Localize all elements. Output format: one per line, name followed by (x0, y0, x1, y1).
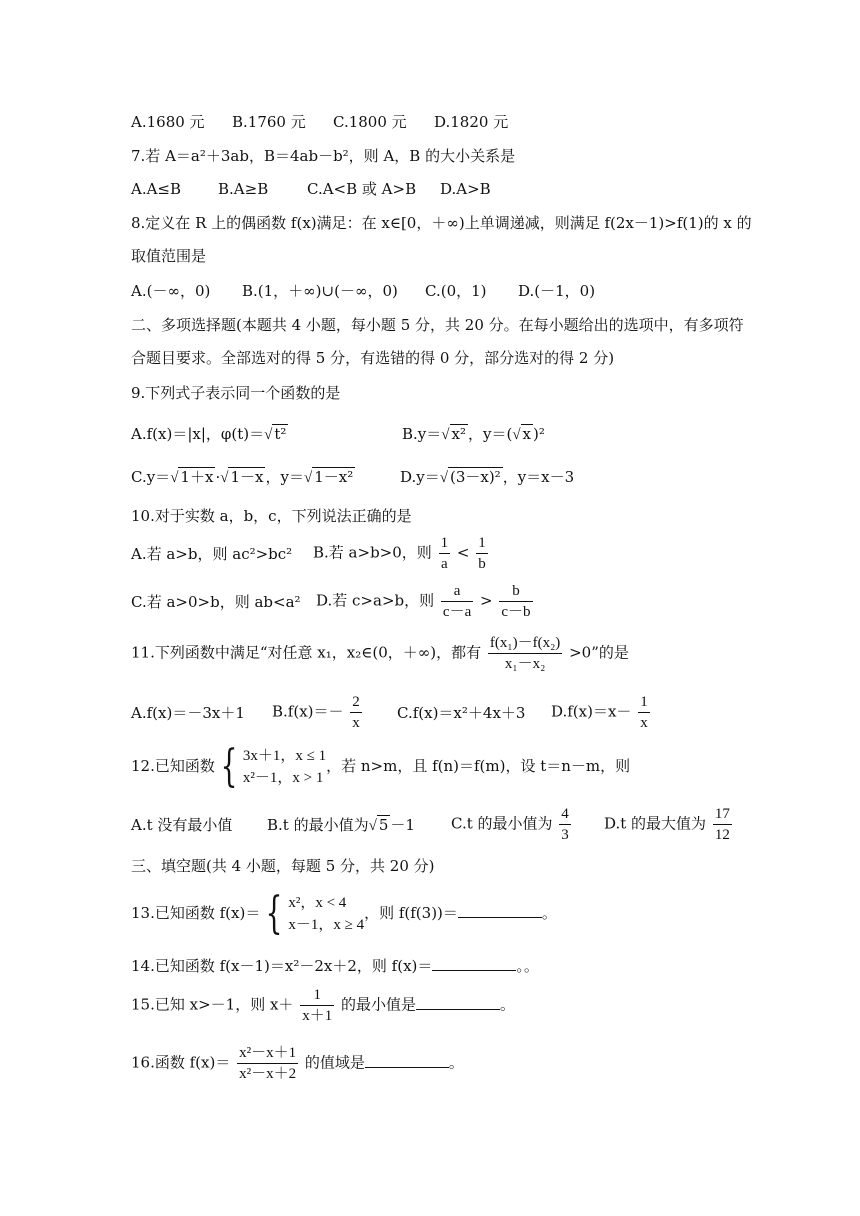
case-1: x²，x < 4 (288, 895, 347, 911)
q7-option-b: B.A≥B (218, 180, 269, 198)
q16-stem-post: 的值域是 (304, 1053, 365, 1072)
q6-option-c: C.1800 元 (333, 113, 407, 131)
fraction (499, 581, 532, 622)
q13-stem (131, 888, 557, 939)
q16-end: 。 (448, 1053, 464, 1072)
q8-stem-line2: 取值范围是 (131, 247, 207, 265)
numerator: 4 (559, 804, 571, 825)
q10-d-text: D.若 c>a>b，则 (316, 591, 435, 610)
q9-d-radicand: (3－x)² (449, 468, 501, 486)
q12-d-text: D.t 的最大值为 (604, 814, 707, 833)
q9-stem: 9.下列式子表示同一个函数的是 (131, 384, 341, 402)
q9-b-radicand2: x (522, 425, 532, 443)
q11-option-c: C.f(x)＝x²＋4x＋3 (397, 704, 526, 722)
q7-option-a: A.A≤B (131, 180, 182, 198)
q10-stem: 10.对于实数 a，b，c，下列说法正确的是 (131, 507, 412, 525)
fraction (559, 804, 571, 845)
q9-c-dot: · (215, 468, 221, 486)
q13-stem-post: ，则 f(f(3))＝ (364, 904, 458, 922)
q12-stem-pre: 12.已知函数 (131, 757, 215, 775)
q10-option-c: C.若 a>0>b，则 ab<a² (131, 593, 301, 611)
q13-stem-pre: 13.已知函数 f(x)＝ (131, 904, 261, 922)
piecewise-function (215, 741, 327, 792)
numerator: 1 (439, 533, 451, 554)
sqrt-symbol: √ (441, 427, 450, 443)
q9-d-end: ，y＝x－3 (502, 468, 575, 486)
q16-stem-pre: 16.函数 f(x)＝ (131, 1053, 231, 1072)
q15-stem (131, 985, 515, 1026)
q12-b-radicand: 5 (378, 816, 389, 834)
q12-option-c (451, 804, 573, 845)
q10-option-d (316, 581, 535, 622)
answer-blank[interactable] (365, 1053, 449, 1068)
piecewise-function (260, 888, 365, 939)
q14-stem-text: 14.已知函数 f(x－1)＝x²－2x＋2，则 f(x)＝ (131, 957, 433, 975)
denominator: x (352, 715, 360, 731)
q9-option-b (402, 424, 545, 445)
q11-stem-post: >0”的是 (569, 643, 629, 662)
sqrt-symbol: √ (439, 470, 448, 486)
q6-option-b: B.1760 元 (232, 113, 306, 131)
answer-blank[interactable] (458, 903, 542, 918)
answer-blank[interactable] (432, 956, 516, 971)
q16-stem (131, 1043, 464, 1084)
left-brace: { (220, 741, 238, 792)
numerator: a (441, 581, 473, 602)
q9-option-c (131, 467, 355, 488)
q8-option-b: B.(1，＋∞)∪(－∞，0) (242, 282, 398, 300)
q9-c-text: C.y＝ (131, 468, 171, 486)
q9-c-radicand3: 1－x² (314, 468, 354, 486)
denominator: b (478, 556, 486, 572)
q14-stem (131, 956, 539, 976)
fraction (439, 533, 451, 574)
q14-end: 。。 (516, 957, 539, 975)
q12-option-d (604, 804, 734, 845)
q9-b-end: )² (533, 425, 545, 443)
q6-option-a: A.1680 元 (131, 113, 205, 131)
denominator: x²－x＋2 (239, 1066, 297, 1082)
fraction (488, 633, 562, 674)
fraction (300, 985, 334, 1026)
section2-heading-line2: 合题目要求。全部选对的得 5 分，有选错的得 0 分，部分选对的得 2 分) (131, 349, 615, 367)
q11-option-d (551, 692, 652, 733)
q12-option-b (267, 815, 415, 836)
fraction (476, 533, 488, 574)
q9-b-mid: ，y＝( (467, 425, 513, 443)
denominator: x₁－x₂ (504, 656, 546, 672)
numerator: 17 (713, 804, 732, 825)
q12-b-end: －1 (390, 816, 415, 834)
left-brace: { (265, 888, 283, 939)
fraction (441, 581, 473, 622)
denominator: x＋1 (302, 1008, 333, 1024)
q12-option-a: A.t 没有最小值 (131, 816, 233, 834)
numerator: 1 (476, 533, 488, 554)
q9-option-a (131, 424, 288, 445)
q13-end: 。 (541, 904, 557, 922)
q8-stem-line1: 8.定义在 R 上的偶函数 f(x)满足：在 x∈[0，＋∞)上单调递减，则满足 f(2x－1)>f(1)的 x 的 (131, 214, 752, 232)
numerator: f(x₁)－f(x₂) (488, 633, 562, 654)
numerator: 2 (350, 692, 362, 713)
sqrt-symbol: √ (220, 470, 229, 486)
answer-blank[interactable] (416, 995, 500, 1010)
sqrt-symbol: √ (512, 427, 521, 443)
q9-c-mid: ，y＝ (265, 468, 304, 486)
q12-stem-post: ，若 n>m，且 f(n)＝f(m)，设 t＝n－m，则 (326, 757, 631, 775)
q9-c-radicand2: 1－x (230, 468, 264, 486)
fraction (713, 804, 732, 845)
operator: < (456, 543, 470, 562)
q12-c-text: C.t 的最小值为 (451, 814, 553, 833)
q15-stem-post: 的最小值是 (341, 995, 417, 1014)
numerator: 1 (300, 985, 334, 1006)
numerator: b (499, 581, 532, 602)
q10-option-a: A.若 a>b，则 ac²>bc² (131, 545, 293, 563)
cases (288, 892, 364, 936)
denominator: a (440, 556, 448, 572)
q6-option-d: D.1820 元 (434, 113, 509, 131)
denominator: 12 (714, 827, 730, 843)
q9-a-radicand: t² (274, 425, 287, 443)
cases (243, 745, 326, 789)
q12-stem (131, 741, 631, 792)
denominator: c－a (442, 604, 472, 620)
q10-option-b (313, 533, 490, 574)
denominator: c－b (501, 604, 531, 620)
q11-stem-pre: 11.下列函数中满足“对任意 x₁，x₂∈(0，＋∞)，都有 (131, 643, 482, 662)
q11-d-text: D.f(x)＝x－ (551, 702, 632, 721)
q8-option-d: D.(－1，0) (518, 282, 596, 300)
case-1: 3x＋1，x ≤ 1 (242, 748, 327, 764)
sqrt-symbol: √ (170, 470, 179, 486)
denominator: x (640, 715, 648, 731)
q15-end: 。 (500, 995, 516, 1014)
sqrt-symbol: √ (264, 427, 273, 443)
q11-stem (131, 633, 629, 674)
q10-b-text: B.若 a>b>0，则 (313, 543, 432, 562)
case-2: x－1，x ≥ 4 (288, 917, 365, 933)
operator: > (480, 591, 493, 610)
denominator: 3 (561, 827, 569, 843)
q12-b-text: B.t 的最小值为 (267, 816, 369, 834)
section3-heading: 三、填空题(共 4 小题，每题 5 分，共 20 分) (131, 857, 435, 875)
sqrt-symbol: √ (303, 470, 313, 486)
q11-b-text: B.f(x)＝－ (272, 702, 344, 721)
q9-d-text: D.y＝ (400, 468, 440, 486)
q15-stem-pre: 15.已知 x>－1，则 x＋ (131, 995, 294, 1014)
q9-b-text: B.y＝ (402, 425, 442, 443)
q11-option-b (272, 692, 364, 733)
q7-option-c: C.A<B 或 A>B (307, 180, 417, 198)
numerator: 1 (638, 692, 650, 713)
sqrt-symbol: √ (368, 818, 377, 834)
fraction (638, 692, 650, 733)
q9-a-text: A.f(x)＝|x|，φ(t)＝ (131, 425, 265, 443)
case-2: x²－1，x > 1 (242, 770, 324, 786)
q11-option-a: A.f(x)＝－3x＋1 (131, 704, 245, 722)
q7-option-d: D.A>B (440, 180, 491, 198)
q8-option-a: A.(－∞，0) (131, 282, 211, 300)
fraction (350, 692, 362, 733)
q9-c-radicand1: 1＋x (180, 468, 214, 486)
section2-heading-line1: 二、多项选择题(本题共 4 小题，每小题 5 分，共 20 分。在每小题给出的选项中，有多项符 (131, 316, 744, 334)
numerator: x²－x＋1 (237, 1043, 298, 1064)
fraction (237, 1043, 298, 1084)
q9-b-radicand: x² (451, 425, 466, 443)
q9-option-d (400, 467, 574, 488)
q8-option-c: C.(0，1) (425, 282, 487, 300)
q7-stem: 7.若 A＝a²＋3ab，B＝4ab－b²，则 A，B 的大小关系是 (131, 147, 516, 165)
